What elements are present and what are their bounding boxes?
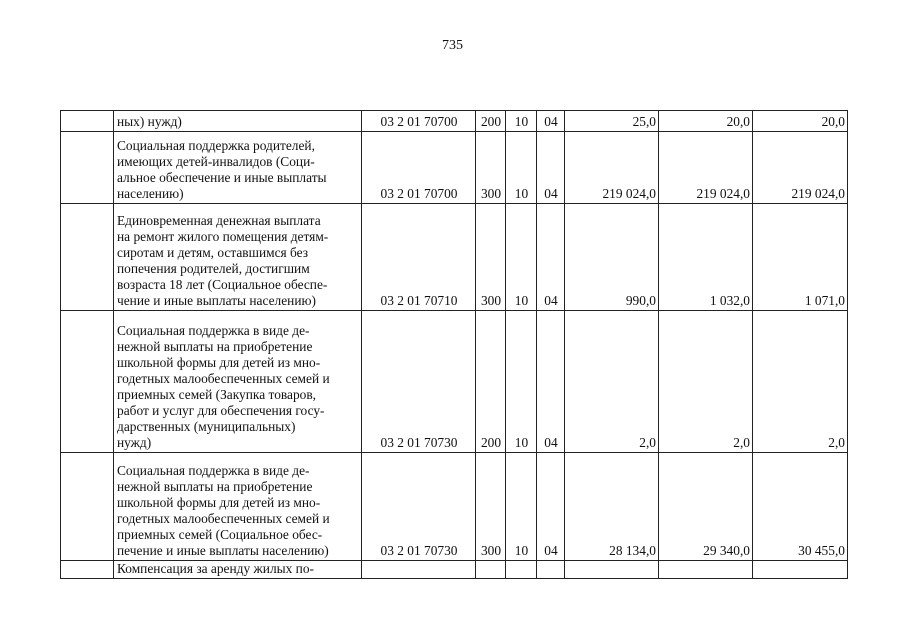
target-article-code: 03 2 01 70700: [362, 111, 476, 132]
target-article-code: 03 2 01 70710: [362, 204, 476, 311]
amount-year-1: [565, 561, 659, 579]
section-code: 10: [506, 132, 537, 204]
blank-cell: [61, 453, 114, 561]
row-description: Единовременная денежная выплата на ремонт жилого помещения детям- сиротам и детям, оставшимся без попечения родителей, достигшим возраста 18 лет (Социальное обеспе- чение и иные выплаты населению): [114, 204, 362, 311]
amount-year-1: 990,0: [565, 204, 659, 311]
subsection-code: 04: [537, 204, 565, 311]
amount-year-3: [753, 561, 848, 579]
amount-year-2: 2,0: [659, 311, 753, 453]
blank-cell: [61, 132, 114, 204]
blank-cell: [61, 111, 114, 132]
amount-year-2: 29 340,0: [659, 453, 753, 561]
target-article-code: 03 2 01 70700: [362, 132, 476, 204]
row-description: ных) нужд): [114, 111, 362, 132]
blank-cell: [61, 311, 114, 453]
section-code: [506, 561, 537, 579]
section-code: 10: [506, 311, 537, 453]
table-row: [61, 111, 848, 132]
expense-type-code: 300: [476, 132, 506, 204]
amount-year-2: [659, 561, 753, 579]
table-row: [61, 204, 848, 311]
amount-year-2: 219 024,0: [659, 132, 753, 204]
amount-year-3: 30 455,0: [753, 453, 848, 561]
expense-type-code: 300: [476, 204, 506, 311]
row-description: Социальная поддержка в виде де- нежной выплаты на приобретение школьной формы для детей из мно- годетных малообеспеченных семей и приемных семей (Закупка товаров, работ и услуг для обеспечения госу- дарственных (муниципальных) нужд): [114, 311, 362, 453]
target-article-code: [362, 561, 476, 579]
expense-type-code: 300: [476, 453, 506, 561]
subsection-code: 04: [537, 453, 565, 561]
amount-year-2: 20,0: [659, 111, 753, 132]
section-code: 10: [506, 111, 537, 132]
page-number: 735: [442, 38, 463, 53]
table-row: [61, 311, 848, 453]
row-description: Социальная поддержка в виде де- нежной выплаты на приобретение школьной формы для детей из мно- годетных малообеспеченных семей и приемных семей (Социальное обес- печение и иные выплаты населению): [114, 453, 362, 561]
table-row: [61, 132, 848, 204]
target-article-code: 03 2 01 70730: [362, 311, 476, 453]
blank-cell: [61, 561, 114, 579]
amount-year-3: 1 071,0: [753, 204, 848, 311]
amount-year-3: 20,0: [753, 111, 848, 132]
budget-table: [60, 110, 848, 579]
amount-year-1: 2,0: [565, 311, 659, 453]
subsection-code: [537, 561, 565, 579]
table-row: [61, 561, 848, 579]
section-code: 10: [506, 453, 537, 561]
blank-cell: [61, 204, 114, 311]
target-article-code: 03 2 01 70730: [362, 453, 476, 561]
row-description: Компенсация за аренду жилых по-: [114, 561, 362, 579]
amount-year-1: 25,0: [565, 111, 659, 132]
amount-year-3: 2,0: [753, 311, 848, 453]
amount-year-1: 219 024,0: [565, 132, 659, 204]
amount-year-2: 1 032,0: [659, 204, 753, 311]
amount-year-1: 28 134,0: [565, 453, 659, 561]
expense-type-code: 200: [476, 111, 506, 132]
amount-year-3: 219 024,0: [753, 132, 848, 204]
subsection-code: 04: [537, 132, 565, 204]
table-row: [61, 453, 848, 561]
row-description: Социальная поддержка родителей, имеющих детей-инвалидов (Соци- альное обеспечение и иные выплаты населению): [114, 132, 362, 204]
section-code: 10: [506, 204, 537, 311]
subsection-code: 04: [537, 311, 565, 453]
expense-type-code: 200: [476, 311, 506, 453]
subsection-code: 04: [537, 111, 565, 132]
expense-type-code: [476, 561, 506, 579]
